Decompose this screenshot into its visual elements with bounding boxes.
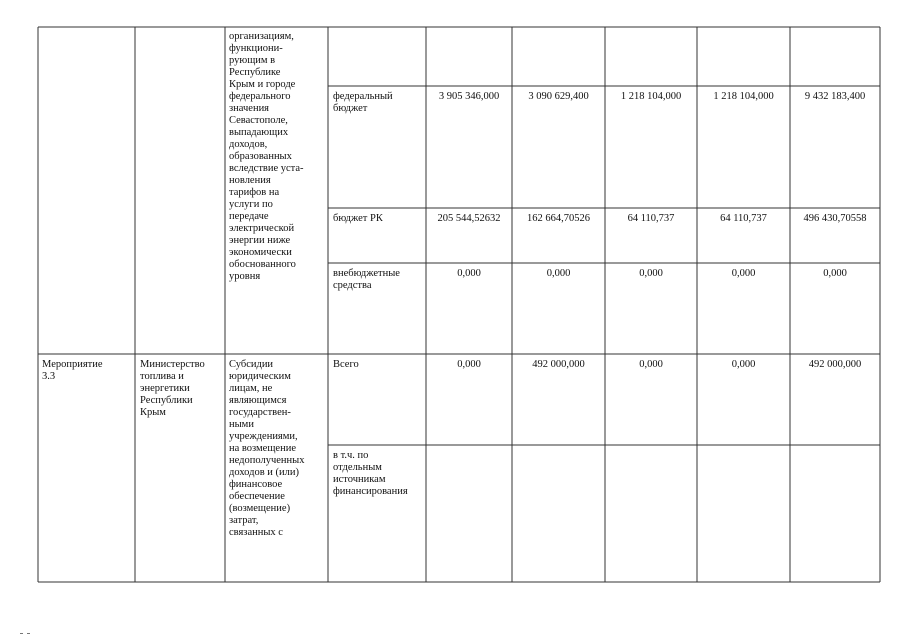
row-b-source-1-value-3: 0,000 xyxy=(639,359,663,370)
row-a-source-1-name: федеральный бюджет xyxy=(333,91,393,114)
row-a-source-2-value-5: 496 430,70558 xyxy=(803,213,867,224)
scan-speck xyxy=(27,633,30,634)
row-a-source-3-value-1: 0,000 xyxy=(457,268,481,279)
row-a-source-2-value-4: 64 110,737 xyxy=(720,213,767,224)
row-a-source-3-value-2: 0,000 xyxy=(546,268,571,279)
row-b-measure: Мероприятие 3.3 xyxy=(42,359,103,382)
row-b-description: Субсидии юридическим лицам, не являющимся государствен- ными учреждениями, на возмещение недополученных доходов и (или) финансовое обеспечение (возмещение) затрат, связанных с xyxy=(229,359,305,538)
row-a-source-2-value-2: 162 664,70526 xyxy=(527,213,590,224)
row-a-source-3-value-5: 0,000 xyxy=(823,268,847,279)
row-a-source-2-value-1: 205 544,52632 xyxy=(437,213,501,224)
row-a-source-3-value-3: 0,000 xyxy=(639,268,663,279)
row-a-source-3-name: внебюджетные средства xyxy=(333,268,400,291)
row-a-source-2-value-3: 64 110,737 xyxy=(627,213,675,224)
row-b-source-1-value-2: 492 000,000 xyxy=(532,359,585,370)
scan-speck xyxy=(20,633,23,634)
row-a-source-1-value-5: 9 432 183,400 xyxy=(804,91,866,102)
row-a-source-1-value-1: 3 905 346,000 xyxy=(438,91,500,102)
row-a-source-1-value-2: 3 090 629,400 xyxy=(528,91,589,102)
row-a-source-3-value-4: 0,000 xyxy=(731,268,756,279)
row-b-executor: Министерство топлива и энергетики Республики Крым xyxy=(140,359,205,418)
row-a-source-1-value-4: 1 218 104,000 xyxy=(713,91,774,102)
row-a-source-2-name: бюджет РК xyxy=(333,213,383,224)
row-b-source-1-value-1: 0,000 xyxy=(457,359,481,370)
row-b-source-1-name: Всего xyxy=(333,359,359,370)
row-b-source-1-value-5: 492 000,000 xyxy=(808,359,862,370)
row-a-source-1-value-3: 1 218 104,000 xyxy=(620,91,682,102)
row-b-source-1-value-4: 0,000 xyxy=(731,359,756,370)
row-b-source-2-name: в т.ч. по отдельным источникам финансирования xyxy=(333,450,408,497)
row-a-description: организациям, функциони- рующим в Республике Крым и городе федерального значения Севастополе, выпадающих доходов, образованных вследствие уста- новления тарифов на услуги по передаче электрической энергии ниже экономически обоснованного уровня xyxy=(229,31,304,282)
